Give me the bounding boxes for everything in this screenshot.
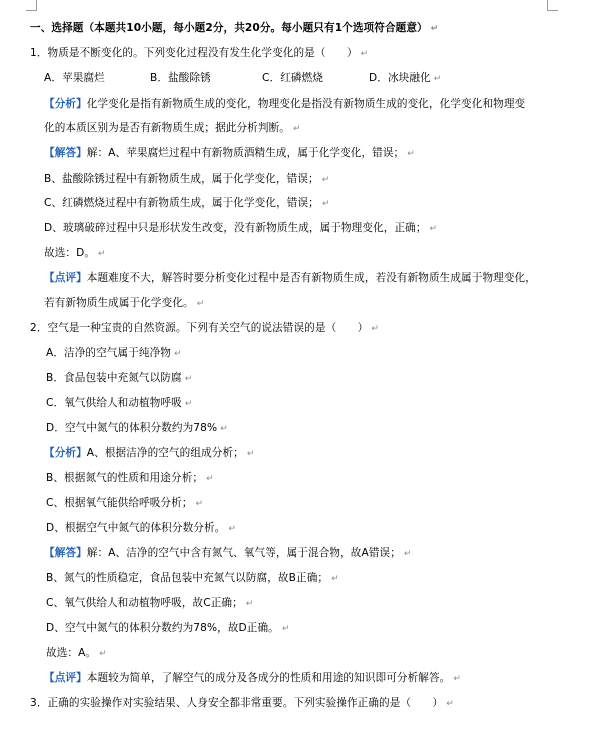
q1-answer-c: C、红磷燃烧过程中有新物质生成，属于化学变化，错误； ↵ [44,197,330,209]
comment-tag: 【点评】 [44,272,87,284]
q2-answer-a: 【解答】解：A、洁净的空气中含有氮气、氧气等，属于混合物，故A错误； ↵ [44,547,412,559]
q1-comment-cont: 若有新物质生成属于化学变化。 ↵ [44,297,205,309]
q2-analysis-a: 【分析】A、根据洁净的空气的组成分析； ↵ [44,447,255,459]
q1-choice: 故选：D。 ↵ [44,247,106,259]
q1-option-a: A．苹果腐烂 [44,72,105,84]
answer-tag: 【解答】 [44,147,87,159]
q2-option-c: C．氧气供给人和动植物呼吸 ↵ [46,397,193,409]
q2-analysis-b: B、根据氮气的性质和用途分析； ↵ [46,472,214,484]
q1-analysis-cont: 化的本质区别为是否有新物质生成；据此分析判断。 ↵ [44,122,301,134]
q1-answer-b: B、盐酸除锈过程中有新物质生成，属于化学变化，错误； ↵ [44,173,330,185]
q2-answer-d: D、空气中氮气的体积分数约为78%，故D正确。 ↵ [46,622,290,634]
q2-answer-b: B、氮气的性质稳定，食品包装中充氮气以防腐，故B正确； ↵ [46,572,339,584]
q1-options: A．苹果腐烂 B．盐酸除锈 C．红磷燃烧 D．冰块融化 ↵ [44,72,442,84]
analysis-tag: 【分析】 [44,98,87,110]
q1-option-d: D．冰块融化 [369,72,431,84]
q2-choice: 故选：A。 ↵ [46,647,107,659]
q2-option-a: A．洁净的空气属于纯净物 ↵ [46,347,182,359]
answer-tag: 【解答】 [44,547,87,559]
q1-option-b: B．盐酸除锈 [150,72,211,84]
comment-tag: 【点评】 [44,672,87,684]
q3-stem: 3．正确的实验操作对实验结果、人身安全都非常重要。下列实验操作正确的是（ ） ↵ [30,697,454,709]
q2-analysis-c: C、根据氧气能供给呼吸分析； ↵ [46,497,204,509]
q1-stem: 1．物质是不断变化的。下列变化过程没有发生化学变化的是（ ） ↵ [30,47,369,59]
q1-comment: 【点评】本题难度不大，解答时要分析变化过程中是否有新物质生成，若没有新物质生成属于物理变化， [44,272,536,284]
q2-option-b: B．食品包装中充氮气以防腐 ↵ [46,372,193,384]
q1-option-c: C．红磷燃烧 [262,72,323,84]
q1-analysis: 【分析】化学变化是指有新物质生成的变化，物理变化是指没有新物质生成的变化，化学变化和物理变 [44,98,526,110]
q1-answer-d: D、玻璃破碎过程中只是形状发生改变，没有新物质生成，属于物理变化，正确； ↵ [44,222,438,234]
q2-analysis-d: D、根据空气中氮气的体积分数分析。 ↵ [46,522,237,534]
q1-answer-a: 【解答】解：A、苹果腐烂过程中有新物质酒精生成，属于化学变化，错误； ↵ [44,147,415,159]
section-title: 一、选择题（本题共10小题，每小题2分，共20分。每小题只有1个选项符合题意） ↵ [30,22,439,34]
q2-stem: 2．空气是一种宝贵的自然资源。下列有关空气的说法错误的是（ ） ↵ [30,322,379,334]
q2-comment: 【点评】本题较为简单，了解空气的成分及各成分的性质和用途的知识即可分析解答。 ↵ [44,672,462,684]
q2-answer-c: C、氧气供给人和动植物呼吸，故C正确； ↵ [46,597,254,609]
q2-option-d: D．空气中氮气的体积分数约为78% ↵ [46,422,228,434]
analysis-tag: 【分析】 [44,447,87,459]
